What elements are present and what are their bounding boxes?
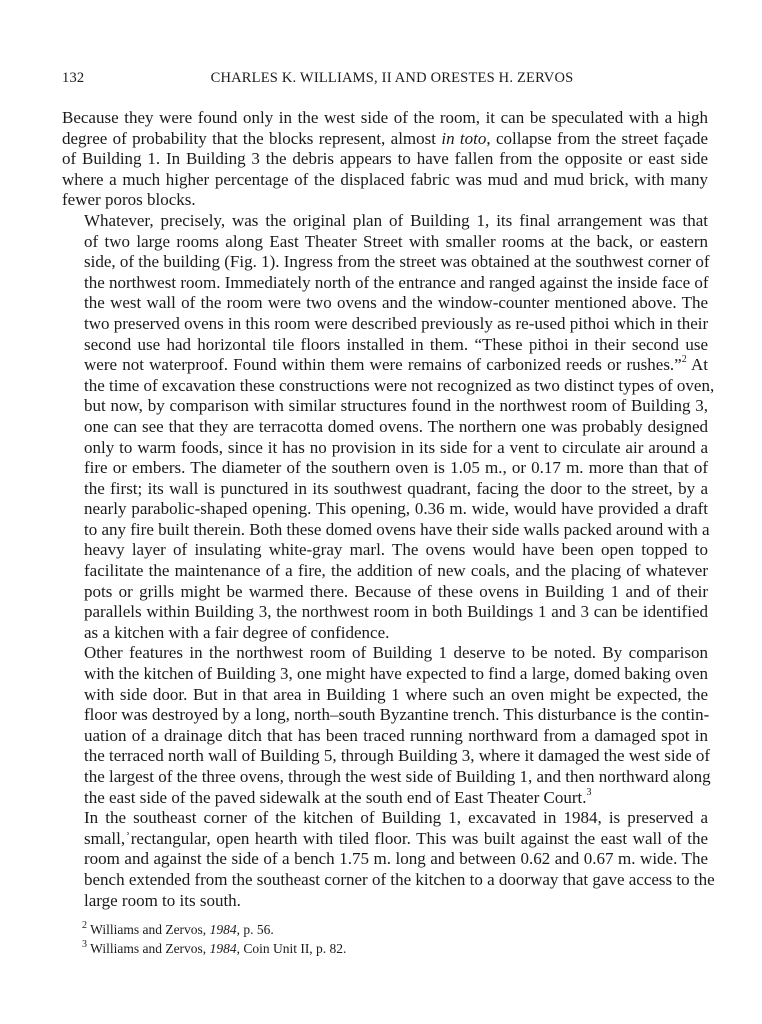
running-title: CHARLES K. WILLIAMS, II AND ORESTES H. ZERVOS [210, 70, 574, 86]
text-run: At [686, 355, 708, 375]
text-line [62, 561, 708, 582]
text-run: small,ʾrectangular, open hearth with tiled floor. This was built against the east wall of the [84, 828, 708, 848]
text-run: bench extended from the southeast corner of the kitchen to a doorway that gave access to the [84, 869, 715, 889]
text-line [62, 499, 708, 520]
text-line [62, 829, 708, 850]
text-line [62, 252, 708, 273]
text-run: fewer poros blocks. [62, 190, 196, 210]
text-run: , p. 56. [236, 922, 274, 937]
text-run: two preserved ovens in this room were described previously as re-used pithoi which in their [84, 313, 709, 333]
body-text [62, 108, 715, 911]
text-line [62, 869, 715, 891]
text-run: one can see that they are terracotta domed ovens. The northern one was probably designed [84, 416, 708, 436]
text-line [62, 170, 708, 191]
text-line [62, 520, 708, 541]
text-line [62, 643, 708, 664]
running-head [62, 70, 708, 92]
italic-text: in toto [441, 128, 487, 148]
text-run: as a kitchen with a fair degree of confidence. [84, 622, 390, 642]
text-line [62, 273, 708, 294]
text-line [62, 129, 708, 150]
text-run: side, of the building (Fig. 1). Ingress from the street was obtained at the southwest corner of [84, 252, 710, 272]
paragraph-3 [62, 643, 711, 808]
text-run: large room to its south. [84, 890, 241, 910]
text-run: the west wall of the room were two ovens and the window-counter mentioned above. The [84, 293, 708, 313]
text-run: degree of probability that the blocks represent, almost [62, 128, 442, 148]
text-run: heavy layer of insulating white-gray marl. The ovens would have been open topped to [84, 540, 708, 560]
text-run: the northwest room. Immediately north of the entrance and ranged against the inside face of [84, 272, 709, 292]
italic-text: 1984 [209, 941, 237, 956]
text-line [62, 582, 708, 603]
text-line [62, 540, 708, 561]
text-line [62, 849, 708, 870]
text-run: Whatever, precisely, was the original plan of Building 1, its final arrangement was that [84, 210, 708, 230]
text-line [62, 891, 708, 912]
text-line [62, 746, 711, 767]
paragraph-1 [62, 108, 708, 211]
text-line [62, 355, 708, 376]
text-run: the east side of the paved sidewalk at the south end of East Theater Court. [84, 787, 587, 807]
paragraph-4 [62, 808, 715, 911]
text-line [62, 396, 708, 417]
text-run: the first; its wall is punctured in its southwest quadrant, facing the door to the street, by a [84, 478, 708, 498]
text-run: where a much higher percentage of the displaced fabric was mud and mud brick, with many [62, 169, 708, 189]
paragraph-2 [62, 210, 715, 643]
text-line [62, 335, 708, 356]
text-run: the largest of the three ovens, through the west side of Building 1, and then northward along [84, 767, 711, 786]
text-run: pots or grills might be warmed there. Because of these ovens in Building 1 and of their [84, 581, 708, 601]
text-run: the terraced north wall of Building 5, through Building 3, where it damaged the west side of [84, 746, 711, 766]
text-line [62, 479, 708, 500]
text-line [62, 602, 708, 623]
text-run: of Building 1. In Building 3 the debris appears to have fallen from the opposite or east side [62, 149, 708, 169]
text-line [62, 726, 708, 747]
text-line [62, 808, 708, 829]
text-line [62, 767, 711, 788]
text-line [62, 190, 708, 211]
text-run: nearly parabolic-shaped opening. This opening, 0.36 m. wide, would have provided a draft [84, 499, 708, 519]
footnote-3 [62, 939, 708, 958]
page-number: 132 [62, 70, 85, 86]
text-line [62, 788, 708, 809]
text-line [62, 293, 708, 314]
text-line [62, 458, 708, 479]
text-run: facilitate the maintenance of a fire, the addition of new coals, and the placing of whatever [84, 561, 708, 581]
text-line [62, 149, 708, 170]
footnotes [62, 920, 708, 958]
text-line [62, 623, 708, 644]
text-run: with side door. But in that area in Building 1 where such an oven might be expected, the [84, 684, 708, 704]
text-run: , collapse from the street façade [486, 128, 708, 148]
text-line [62, 232, 708, 253]
text-run: second use had horizontal tile floors installed in them. “These pithoi in their second use [84, 334, 708, 354]
text-run: Other features in the northwest room of Building 1 deserve to be noted. By comparison [84, 643, 708, 663]
footnote-ref: 2 [681, 354, 687, 366]
text-run: the time of excavation these constructions were not recognized as two distinct types of oven, [84, 375, 715, 395]
text-run: but now, by comparison with similar structures found in the northwest room of Building 3, [84, 396, 708, 416]
text-run: with the kitchen of Building 3, one might have expected to find a large, domed baking oven [84, 664, 708, 684]
text-line [62, 314, 708, 335]
text-run: Williams and Zervos, [87, 922, 210, 937]
footnote-2 [62, 920, 708, 939]
text-line [62, 108, 708, 129]
footnote-mark: 3 [82, 938, 87, 950]
text-line [62, 705, 708, 726]
text-run: fire or embers. The diameter of the southern oven is 1.05 m., or 0.17 m. more than that of [84, 458, 708, 478]
text-line [62, 438, 708, 459]
text-run: Williams and Zervos, [87, 941, 210, 956]
italic-text: 1984 [209, 922, 237, 937]
text-run: of two large rooms along East Theater Street with smaller rooms at the back, or eastern [84, 231, 708, 251]
text-line [62, 375, 715, 397]
text-run: Because they were found only in the west side of the room, it can be speculated with a high [62, 108, 708, 127]
text-line [62, 417, 708, 438]
text-run: were not waterproof. Found within them were remains of carbonized reeds or rushes.” [84, 355, 682, 375]
text-run: parallels within Building 3, the northwest room in both Buildings 1 and 3 can be identified [84, 602, 708, 622]
text-line [62, 664, 708, 685]
text-run: to any fire built therein. Both these domed ovens have their side walls packed around with a [84, 519, 710, 539]
text-line [62, 211, 708, 232]
footnote-mark: 2 [82, 919, 87, 931]
text-run: In the southeast corner of the kitchen of Building 1, excavated in 1984, is preserved a [84, 808, 708, 828]
text-run: floor was destroyed by a long, north–south Byzantine trench. This disturbance is the contin- [84, 705, 710, 725]
text-run: , Coin Unit II, p. 82. [236, 941, 347, 956]
text-run: uation of a drainage ditch that has been traced running northward from a damaged spot in [84, 725, 708, 745]
text-run: only to warm foods, since it has no provision in its side for a vent to circulate air around a [84, 437, 708, 457]
text-line [62, 685, 708, 706]
footnote-ref: 3 [586, 786, 592, 798]
text-run: room and against the side of a bench 1.75 m. long and between 0.62 and 0.67 m. wide. The [84, 849, 708, 869]
